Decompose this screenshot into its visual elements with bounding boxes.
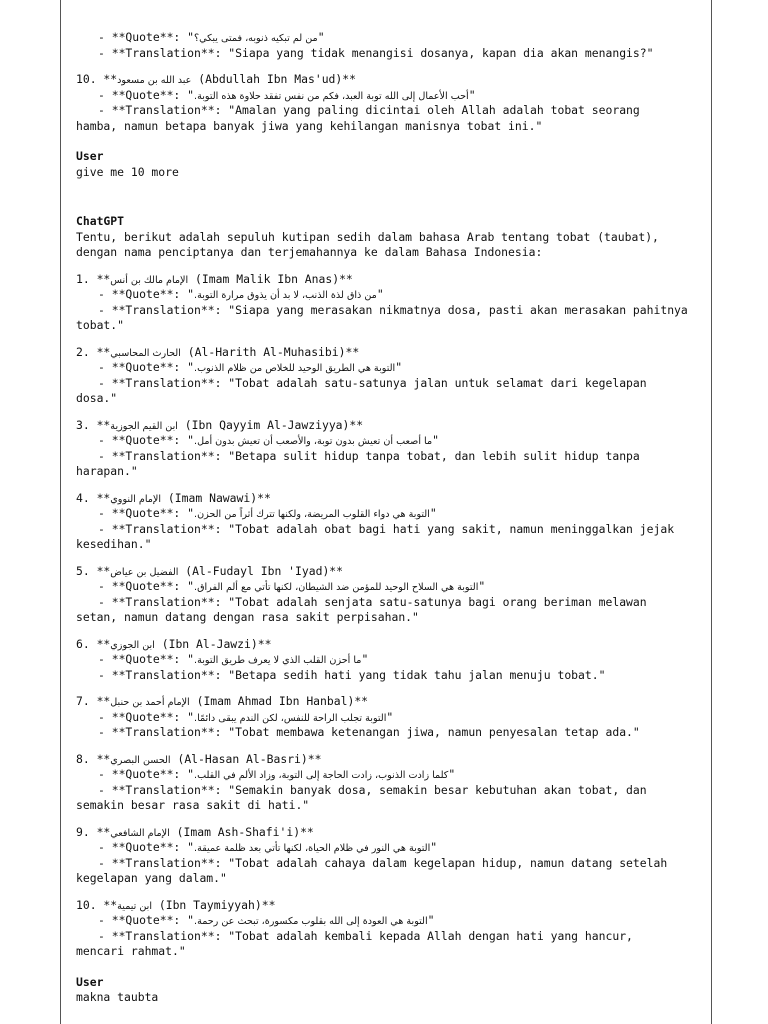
speaker-label-user: User — [76, 149, 104, 163]
translation-line: - **Translation**: "Betapa sulit hidup tanpa tobat, dan lebih sulit hidup tanpa — [98, 448, 640, 463]
item-arabic-name: الإمام أحمد بن حنبل — [110, 697, 190, 708]
quote-suffix: " — [468, 87, 476, 102]
item-number: 3. ** — [76, 417, 111, 432]
quote-suffix: " — [361, 652, 369, 666]
item-arabic-name: ابن القيم الجوزية — [110, 420, 178, 432]
item-latin-name: (Ibn Qayyim Al-Jawziyya)** — [177, 417, 364, 432]
item-latin-name: (Imam Nawawi)** — [161, 490, 271, 505]
quote-arabic: ما أحزن القلب الذي لا يعرف طريق التوبة. — [194, 655, 362, 666]
translation-continuation: dosa." — [76, 391, 118, 405]
quote-arabic: أحب الأعمال إلى الله توبة العبد، فكم من نفس تفقد حلاوة هذه التوبة. — [194, 90, 469, 102]
quote-arabic: التوبة هي السلاح الوحيد للمؤمن ضد الشيطان، لكنها تأتي مع ألم الفراق. — [194, 582, 479, 593]
translation-line: - **Translation**: "Tobat adalah cahaya dalam kegelapan hidup, namun datang setelah — [98, 855, 668, 870]
item-heading — [76, 418, 706, 434]
quote-arabic: من لم تبكيه ذنوبه، فمتى يبكي؟ — [194, 33, 318, 44]
translation-continuation: tobat." — [76, 318, 125, 332]
item-latin-name: (Imam Ahmad Ibn Hanbal)** — [189, 694, 369, 708]
intro-line: Tentu, berikut adalah sepuluh kutipan sedih dalam bahasa Arab tentang tobat (taubat), — [76, 229, 659, 244]
quote-line — [76, 710, 706, 726]
quote-prefix: - **Quote**: " — [98, 840, 195, 854]
quote-suffix: " — [448, 767, 456, 781]
quote-prefix: - **Quote**: " — [98, 506, 195, 520]
item-arabic-name: الإمام الشافعي — [110, 827, 170, 839]
item-latin-name: (Ibn Al-Jawzi)** — [154, 636, 272, 651]
item-arabic-name: الإمام النووي — [110, 493, 162, 505]
item-number: 4. ** — [76, 490, 111, 505]
item-arabic-name: الحسن البصري — [110, 754, 171, 766]
translation-line: - **Translation**: "Tobat adalah obat bagi hati yang sakit, namun meninggalkan jejak — [98, 521, 675, 536]
translation-continuation: mencari rahmat." — [76, 944, 186, 958]
quote-arabic: التوبة هي دواء القلوب المريضة، ولكنها تترك أثراً من الحزن. — [194, 509, 430, 520]
item-number: 8. ** — [76, 751, 111, 766]
item-latin-name: (Abdullah Ibn Mas'ud)** — [191, 72, 356, 86]
quote-suffix: " — [478, 579, 486, 593]
item-number: 7. ** — [76, 694, 111, 708]
item-latin-name: (Al-Fudayl Ibn 'Iyad)** — [178, 563, 344, 578]
item-arabic-name: ابن الجوزي — [110, 639, 155, 651]
transcript — [76, 30, 706, 1006]
translation-line: - **Translation**: "Tobat adalah senjata satu-satunya bagi orang beriman melawan — [98, 594, 647, 609]
quote-line — [76, 767, 706, 783]
list-item — [76, 272, 706, 345]
item-arabic-name: الفضيل بن عياض — [110, 566, 179, 578]
item-heading — [76, 898, 706, 914]
translation-continuation: kegelapan yang dalam." — [76, 871, 227, 885]
translation-continuation: hamba, namun betapa banyak jiwa yang kehilangan manisnya tobat ini." — [76, 118, 543, 133]
quote-suffix: " — [395, 360, 403, 374]
quote-arabic: التوبة هي الطريق الوحيد للخلاص من ظلام الذنوب. — [194, 363, 396, 374]
item-heading — [76, 825, 706, 841]
quote-arabic: من ذاق لذة الذنب، لا بد أن يذوق مرارة التوبة. — [194, 290, 377, 301]
quote-suffix: " — [432, 433, 439, 447]
item-heading — [76, 491, 706, 507]
user-message: makna taubta — [76, 990, 159, 1004]
item-heading — [76, 694, 706, 710]
quote-line — [76, 579, 706, 595]
translation-continuation: setan, namun datang dengan rasa sakit perpisahan." — [76, 610, 419, 624]
quote-prefix: - **Quote**: " — [98, 30, 195, 44]
item-heading — [76, 752, 706, 768]
item-arabic-name: عبد الله بن مسعود — [117, 75, 192, 86]
list-item — [76, 637, 706, 695]
item-heading — [76, 345, 706, 361]
quote-prefix: - **Quote**: " — [98, 913, 195, 927]
quote-arabic: التوبة تجلب الراحة للنفس، لكن الندم يبقى دائمًا. — [194, 712, 387, 724]
quote-suffix: " — [430, 840, 438, 854]
quote-line — [76, 652, 706, 668]
quote-line — [76, 433, 706, 449]
item-latin-name: (Al-Hasan Al-Basri)** — [170, 751, 322, 766]
quote-prefix: - **Quote**: " — [98, 652, 195, 666]
list-item — [76, 491, 706, 564]
quote-line — [76, 287, 706, 303]
translation-line: - **Translation**: "Siapa yang tidak menangisi dosanya, kapan dia akan menangis?" — [98, 45, 654, 60]
translation-line: - **Translation**: "Semakin banyak dosa, semakin besar kebutuhan akan tobat, dan — [98, 782, 647, 797]
translation-line: - **Translation**: "Siapa yang merasakan nikmatnya dosa, pasti akan merasakan pahitnya — [98, 302, 688, 317]
item-number: 2. ** — [76, 344, 111, 359]
quote-prefix: - **Quote**: " — [98, 287, 195, 301]
translation-line: - **Translation**: "Amalan yang paling dicintai oleh Allah adalah tobat seorang — [98, 103, 640, 117]
item-number: 1. ** — [76, 271, 111, 286]
item-heading — [76, 72, 706, 88]
speaker-label-user: User — [76, 974, 104, 989]
translation-line: - **Translation**: "Betapa sedih hati yang tidak tahu jalan menuju tobat." — [98, 667, 606, 682]
quote-prefix: - **Quote**: " — [98, 433, 195, 447]
intro-line: dengan nama penciptanya dan terjemahannya ke dalam Bahasa Indonesia: — [76, 245, 543, 259]
list-item — [76, 345, 706, 418]
translation-continuation: semakin besar rasa sakit di hati." — [76, 798, 310, 812]
item-number: 6. ** — [76, 636, 111, 651]
list-item — [76, 898, 706, 971]
speaker-label-chatgpt: ChatGPT — [76, 214, 125, 228]
quote-suffix: " — [376, 287, 384, 301]
quote-line — [76, 360, 706, 376]
quote-suffix: " — [317, 30, 325, 44]
item-arabic-name: الحارث المحاسبي — [110, 347, 181, 359]
item-heading — [76, 272, 706, 288]
translation-line: - **Translation**: "Tobat adalah satu-satunya jalan untuk selamat dari kegelapan — [98, 375, 647, 390]
quote-prefix: - **Quote**: " — [98, 87, 195, 102]
item-heading — [76, 564, 706, 580]
list-item — [76, 694, 706, 752]
quote-line — [76, 30, 706, 46]
translation-continuation: harapan." — [76, 464, 138, 478]
item-latin-name: (Imam Malik Ibn Anas)** — [188, 271, 353, 286]
quote-arabic: التوبة هي النور في ظلام الحياة، لكنها تأتي بعد ظلمة عميقة. — [194, 843, 431, 854]
translation-line: - **Translation**: "Tobat adalah kembali kepada Allah dengan hati yang hancur, — [98, 928, 633, 943]
quote-list — [76, 272, 706, 971]
quote-suffix: " — [427, 913, 435, 927]
quote-prefix: - **Quote**: " — [98, 767, 195, 781]
item-heading — [76, 637, 706, 653]
list-item — [76, 825, 706, 898]
item-latin-name: (Imam Ash-Shafi'i)** — [169, 824, 314, 839]
quote-line — [76, 840, 706, 856]
item-number: 10. ** — [76, 72, 118, 86]
item-arabic-name: الإمام مالك بن أنس — [110, 274, 189, 286]
quote-arabic: التوبة هي العودة إلى الله بقلوب مكسورة، تبحث عن رحمة. — [194, 916, 428, 927]
item-arabic-name: ابن تيمية — [117, 900, 152, 912]
translation-continuation: kesedihan." — [76, 537, 152, 551]
list-item — [76, 564, 706, 637]
item-latin-name: (Ibn Taymiyyah)** — [152, 897, 276, 912]
translation-line: - **Translation**: "Tobat membawa ketenangan jiwa, namun penyesalan tetap ada." — [98, 725, 640, 739]
quote-suffix: " — [429, 506, 437, 520]
quote-line — [76, 913, 706, 929]
quote-line — [76, 506, 706, 522]
quote-line — [76, 88, 706, 104]
quote-prefix: - **Quote**: " — [98, 709, 195, 724]
list-item — [76, 752, 706, 825]
quote-prefix: - **Quote**: " — [98, 579, 195, 593]
item-number: 10. ** — [76, 897, 118, 912]
quote-arabic: كلما زادت الذنوب، زادت الحاجة إلى التوبة، وزاد الألم في القلب. — [194, 770, 449, 781]
quote-prefix: - **Quote**: " — [98, 360, 195, 374]
list-item — [76, 418, 706, 491]
quote-suffix: " — [386, 709, 394, 724]
quote-arabic: ما أصعب أن تعيش بدون توبة، والأصعب أن تعيش بدون أمل. — [194, 436, 433, 447]
item-number: 5. ** — [76, 563, 111, 578]
user-message: give me 10 more — [76, 164, 179, 179]
item-number: 9. ** — [76, 824, 111, 839]
item-latin-name: (Al-Harith Al-Muhasibi)** — [180, 344, 360, 359]
